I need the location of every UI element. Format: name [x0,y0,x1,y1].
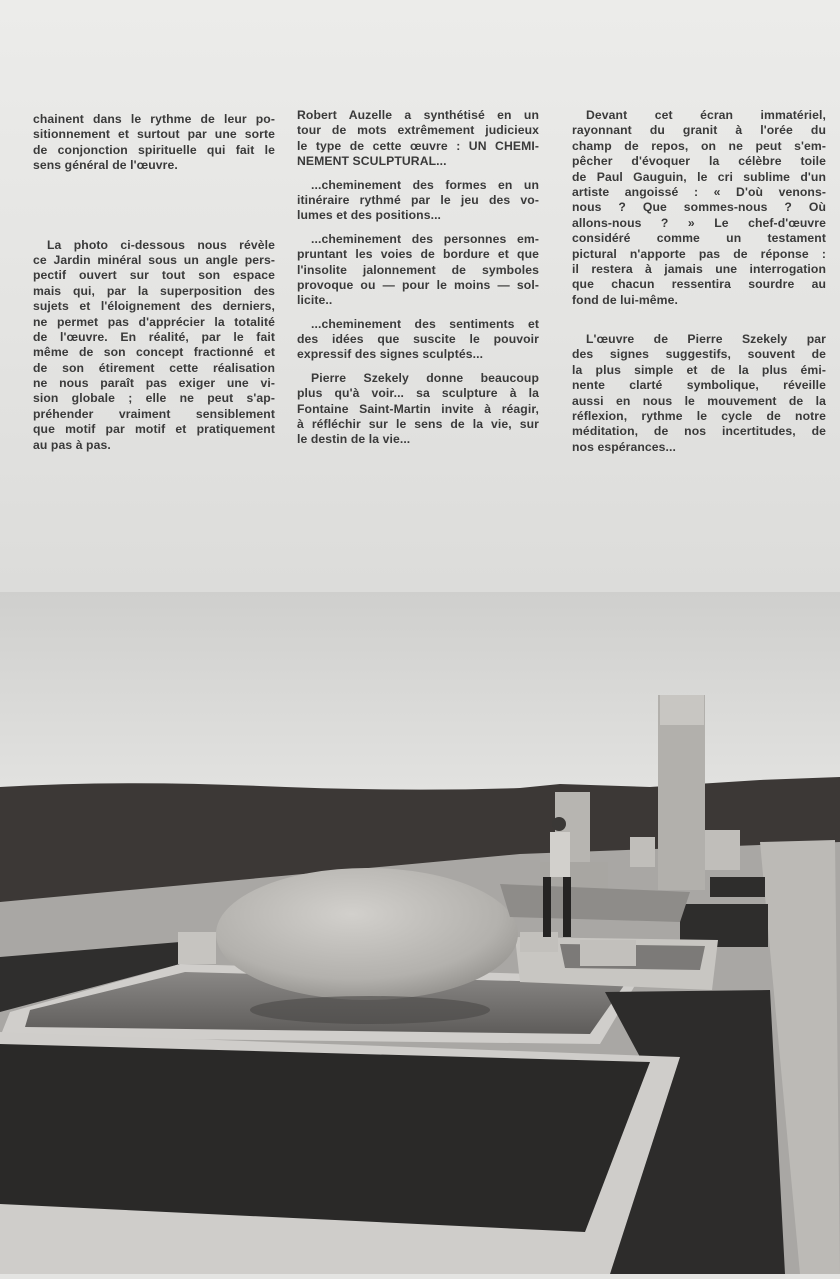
text-line: pêcher d'évoquer la célèbre toile [572,154,826,169]
text-line: Fontaine Saint-Martin invite à réagir, [297,401,539,416]
text-line: que motif par motif et pratiquement [33,422,275,437]
text-line: expressif des signes sculptés... [297,347,484,362]
text-line: l'insolite jalonnement de symboles [297,262,539,277]
text-line: tour de mots extrêmement judicieux [297,123,539,138]
text-line: sens général de l'œuvre. [33,158,178,173]
paragraph [297,317,539,363]
text-line: pruntant les voies de bordure et que [297,247,539,262]
text-line: au pas à pas. [33,437,111,452]
text-line: ce Jardin minéral sous un angle pers- [33,252,275,267]
paragraph [572,332,826,455]
text-line: itinéraire rythmé par le jeu des vo- [297,192,539,207]
text-line: champ de repos, on ne peut s'em- [572,138,826,153]
pillar-top-block [660,695,704,725]
text-line: NEMENT SCULPTURAL... [297,154,447,169]
small-sculpture [705,830,740,870]
paragraph [297,108,539,170]
paragraph [297,178,539,224]
egg-stone-reflection [250,996,490,1024]
stone-block [520,932,558,952]
text-line: de Paul Gauguin, le cri sublime d'un [572,169,826,184]
text-line: des idées que suscite le pouvoir [297,332,539,347]
text-line: L'œuvre de Pierre Szekely par [586,332,826,347]
text-line: Robert Auzelle a synthétisé en un [297,108,539,122]
text-line: nous ? Que sommes-nous ? Où [572,200,826,215]
text-line: considéré comme un testament [572,231,826,246]
small-sculpture [630,837,655,867]
text-line: même de son concept fractionné et [33,345,275,360]
text-line: sion globale ; elle ne peut s'ap- [33,391,275,406]
stone-block [178,932,216,964]
text-line: réflexion, rythme le cycle de notre [572,409,826,424]
text-line: le destin de la vie... [297,432,411,447]
text-line: préhender vraiment sensiblement [33,406,275,421]
text-line: nente clarté symbolique, réveille [572,378,826,393]
paragraph [572,108,826,308]
text-line: à réfléchir sur le sens de la vie, sur [297,417,539,432]
sky [0,592,840,792]
text-line: des signes suggestifs, souvent de [572,347,826,362]
lawn-foreground [0,1044,650,1232]
text-line: ...cheminement des personnes em- [311,231,539,246]
stone-block [580,940,636,966]
text-line: pictural n'apporte pas de réponse : [572,246,826,261]
text-line: plus qu'à voir... sa sculpture à la [297,386,539,401]
lawn-strip-right-2 [710,877,765,897]
text-column-2 [297,108,539,448]
text-line: ne nous paraît pas exiger une vi- [33,376,275,391]
text-line: le type de cette œuvre : UN CHEMI- [297,138,539,153]
text-line: Pierre Szekely donne beaucoup [311,370,539,385]
text-line: aussi en nous le mouvement de la [572,393,826,408]
paragraph [33,238,275,453]
text-line: que chacun ressentira sourdre au [572,277,826,292]
text-line: lumes et des positions... [297,208,442,223]
text-line: méditation, de nos incertitudes, de [572,424,826,439]
paragraph [297,232,539,309]
text-line: ne permet pas d'apprécier la totalité [33,314,275,329]
text-line: La photo ci-dessous nous révèle [47,237,275,252]
text-column-3 [572,108,826,455]
text-line: la plus simple et de la plus émi- [572,362,826,377]
text-line: sitionnement et surtout par une sorte [33,127,275,142]
egg-stone-sculpture [216,868,518,1000]
text-line: mais qui, par la superposition des [33,283,275,298]
text-line: Devant cet écran immatériel, [586,108,826,122]
text-line: chainent dans le rythme de leur po- [33,112,275,126]
text-line: pectif ouvert sur tout son espace [33,268,275,283]
text-line: ...cheminement des formes en un [311,177,539,192]
text-line: fond de lui-même. [572,292,678,307]
text-line: provoque ou — pour le moins — sol- [297,277,539,292]
text-line: de l'œuvre. En réalité, par le fait [33,329,275,344]
sculpture-garden-photo [0,592,840,1274]
paragraph [33,112,275,174]
text-line: de conjonction spirituelle qui fait le [33,142,275,157]
paragraph [297,371,539,448]
text-line: de son étirement cette réalisation [33,360,275,375]
text-line: allons-nous ? » Le chef-d'œuvre [572,215,826,230]
photo-jardin-mineral [0,592,840,1274]
text-line: sujets et l'éloignement des derniers, [33,299,275,314]
text-line: licite.. [297,293,333,308]
text-line: artiste angoissé : « D'où venons- [572,184,826,199]
text-line: ...cheminement des sentiments et [311,316,539,331]
text-column-1 [33,112,275,453]
text-line: il restera à jamais une interrogation [572,261,826,276]
text-line: nos espérances... [572,439,676,454]
text-line: rayonnant du granit à l'orée du [572,123,826,138]
